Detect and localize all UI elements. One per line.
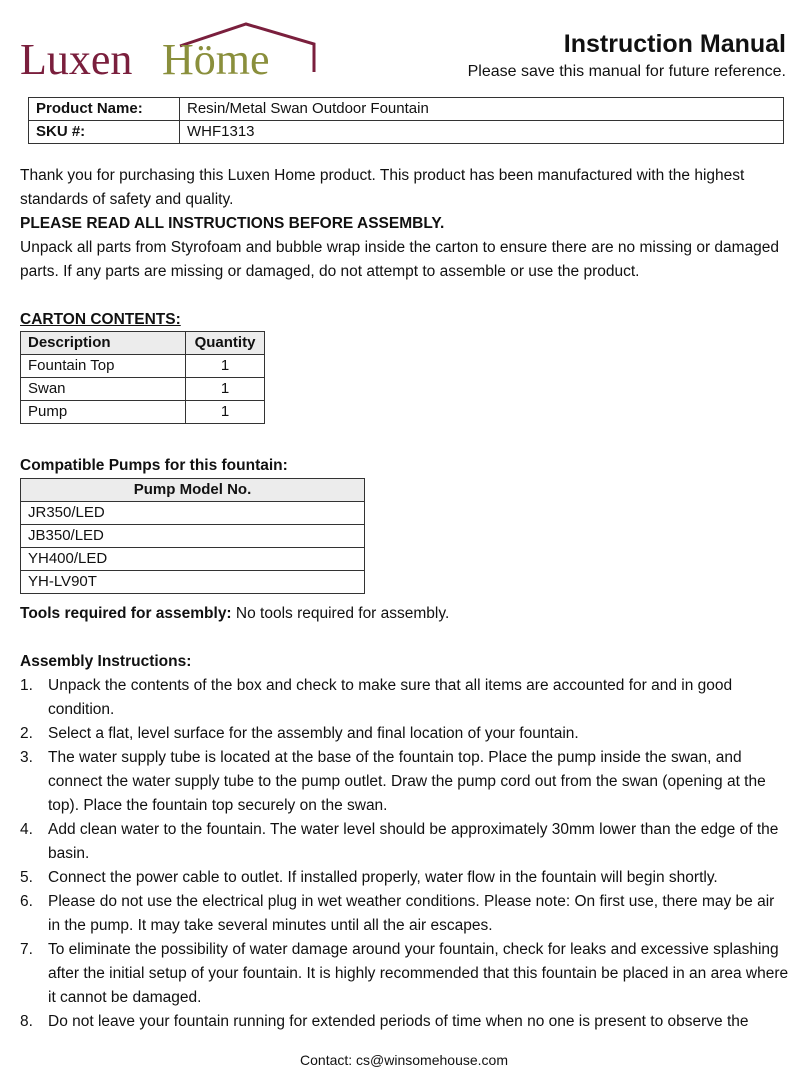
step-number: 3. xyxy=(20,749,33,766)
tools-value: No tools required for assembly. xyxy=(231,605,450,622)
table-row xyxy=(21,355,265,378)
brand-logo xyxy=(20,20,320,82)
list-item xyxy=(20,818,790,866)
table-header-row xyxy=(21,332,265,355)
carton-contents-table xyxy=(20,331,265,424)
list-item xyxy=(20,722,790,746)
list-item xyxy=(20,746,790,818)
carton-heading-text: CARTON CONTENTS: xyxy=(20,311,181,328)
page-title: Instruction Manual xyxy=(563,30,786,58)
step-text: The water supply tube is located at the base of the fountain top. Place the pump inside the swan, and connect the water supply tube to the pump outlet. Draw the pump cord out from the swan (opening at the top). Place the fountain top securely on the swan. xyxy=(48,749,766,814)
assembly-heading xyxy=(20,650,790,674)
pump-model: YH-LV90T xyxy=(21,571,365,594)
tools-line xyxy=(20,602,790,626)
table-row xyxy=(29,121,784,144)
item-description: Swan xyxy=(21,378,186,401)
step-text: Unpack the contents of the box and check to make sure that all items are accounted for and in good condition. xyxy=(48,677,733,718)
step-number: 8. xyxy=(20,1013,33,1030)
pumps-heading-text: Compatible Pumps for this fountain: xyxy=(20,457,288,474)
step-number: 4. xyxy=(20,821,33,838)
column-header-quantity: Quantity xyxy=(186,332,265,355)
tools-label: Tools required for assembly: xyxy=(20,605,232,622)
step-number: 7. xyxy=(20,941,33,958)
pump-model: YH400/LED xyxy=(21,548,365,571)
carton-heading xyxy=(20,308,790,332)
sku-value: WHF1313 xyxy=(180,121,784,144)
list-item xyxy=(20,866,790,890)
footer-contact: Contact: cs@winsomehouse.com xyxy=(300,1052,508,1068)
item-description: Pump xyxy=(21,401,186,424)
brand-name-part2: Höme xyxy=(162,35,270,82)
read-all-warning: PLEASE READ ALL INSTRUCTIONS BEFORE ASSEMBLY. xyxy=(20,215,445,232)
list-item xyxy=(20,1010,790,1034)
step-number: 5. xyxy=(20,869,33,886)
table-row xyxy=(21,548,365,571)
brand-name-part1: Luxen xyxy=(20,35,133,82)
step-text: Select a flat, level surface for the assembly and final location of your fountain. xyxy=(48,725,579,742)
product-info-table xyxy=(28,97,784,144)
sku-label: SKU #: xyxy=(29,121,180,144)
step-number: 2. xyxy=(20,725,33,742)
item-description: Fountain Top xyxy=(21,355,186,378)
list-item xyxy=(20,674,790,722)
step-number: 1. xyxy=(20,677,33,694)
thanks-paragraph: Thank you for purchasing this Luxen Home product. This product has been manufactured with the highest standards of safety and quality. xyxy=(20,167,745,208)
item-quantity: 1 xyxy=(186,378,265,401)
pump-model: JB350/LED xyxy=(21,525,365,548)
step-number: 6. xyxy=(20,893,33,910)
assembly-steps-list xyxy=(20,674,790,1034)
title-block xyxy=(468,30,786,83)
product-name-label: Product Name: xyxy=(29,98,180,121)
pumps-heading xyxy=(20,454,790,478)
column-header-description: Description xyxy=(21,332,186,355)
table-row xyxy=(21,401,265,424)
table-row xyxy=(29,98,784,121)
step-text: Connect the power cable to outlet. If installed properly, water flow in the fountain will begin shortly. xyxy=(48,869,718,886)
item-quantity: 1 xyxy=(186,401,265,424)
pump-models-table xyxy=(20,478,365,594)
intro-section xyxy=(20,164,790,284)
table-row xyxy=(21,378,265,401)
item-quantity: 1 xyxy=(186,355,265,378)
product-name-value: Resin/Metal Swan Outdoor Fountain xyxy=(180,98,784,121)
page-subtitle: Please save this manual for future reference. xyxy=(467,63,786,80)
table-row xyxy=(21,502,365,525)
step-text: Please do not use the electrical plug in wet weather conditions. Please note: On first use, there may be air in the pump. It may take several minutes until all the air escapes. xyxy=(48,893,775,934)
column-header-pump-model: Pump Model No. xyxy=(21,479,365,502)
list-item xyxy=(20,938,790,1010)
step-text: Add clean water to the fountain. The water level should be approximately 30mm lower than the edge of the basin. xyxy=(48,821,779,862)
assembly-heading-text: Assembly Instructions: xyxy=(20,653,192,670)
table-header-row xyxy=(21,479,365,502)
step-text: Do not leave your fountain running for extended periods of time when no one is present to observe the xyxy=(48,1013,749,1030)
pump-model: JR350/LED xyxy=(21,502,365,525)
table-row xyxy=(21,525,365,548)
table-row xyxy=(21,571,365,594)
unpack-paragraph: Unpack all parts from Styrofoam and bubble wrap inside the carton to ensure there are no missing or damaged parts. If any parts are missing or damaged, do not attempt to assemble or use the product. xyxy=(20,239,780,280)
list-item xyxy=(20,890,790,938)
step-text: To eliminate the possibility of water damage around your fountain, check for leaks and excessive splashing after the initial setup of your fountain. It is highly recommended that this fountain be placed in an area where it cannot be damaged. xyxy=(48,941,789,1006)
